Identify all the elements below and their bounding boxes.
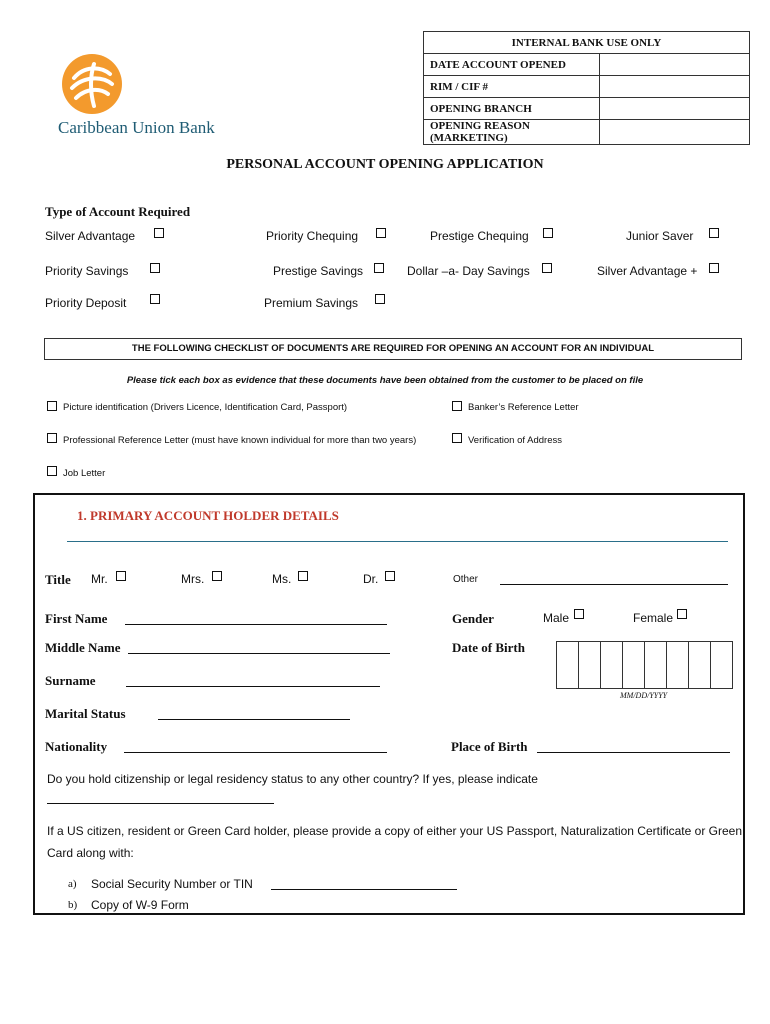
marital-status-label: Marital Status <box>45 706 126 721</box>
title-ms-label: Ms. <box>272 572 292 586</box>
priority-savings-checkbox[interactable] <box>150 263 160 273</box>
gender-label: Gender <box>452 611 494 626</box>
option-prestige-chequing: Prestige Chequing <box>430 229 529 243</box>
gender-male-label: Male <box>543 611 570 625</box>
option-silver-advantage: Silver Advantage <box>45 229 136 243</box>
picture-id-checkbox[interactable] <box>47 401 57 411</box>
picture-id-label: Picture identification (Drivers Licence, Identification Card, Passport) <box>63 402 348 413</box>
rim-cif-field[interactable] <box>600 76 750 98</box>
middle-name-label: Middle Name <box>45 640 121 655</box>
option-priority-chequing: Priority Chequing <box>266 229 359 243</box>
nationality-field[interactable] <box>124 752 387 753</box>
form-title: PERSONAL ACCOUNT OPENING APPLICATION <box>226 157 544 172</box>
title-mrs-checkbox[interactable] <box>212 571 222 581</box>
dob-format-hint: MM/DD/YYYY <box>620 691 668 700</box>
gender-male-checkbox[interactable] <box>574 609 584 619</box>
dob-cell[interactable] <box>688 641 711 689</box>
prestige-savings-checkbox[interactable] <box>374 263 384 273</box>
title-mr-label: Mr. <box>91 572 108 586</box>
date-of-birth-grid[interactable] <box>556 641 732 689</box>
title-label: Title <box>45 572 71 587</box>
first-name-field[interactable] <box>125 624 387 625</box>
bank-logo <box>58 52 218 142</box>
verification-of-address-checkbox[interactable] <box>452 433 462 443</box>
priority-deposit-checkbox[interactable] <box>150 294 160 304</box>
us-citizen-note: If a US citizen, resident or Green Card holder, please provide a copy of either your US Passport, Naturalization Certificate or Green Card along with: <box>47 824 743 860</box>
dob-cell[interactable] <box>578 641 601 689</box>
dob-cell[interactable] <box>666 641 689 689</box>
professional-reference-checkbox[interactable] <box>47 433 57 443</box>
job-letter-checkbox[interactable] <box>47 466 57 476</box>
opening-reason-field[interactable] <box>600 120 750 145</box>
title-other-label: Other <box>453 574 479 585</box>
bankers-reference-label: Banker’s Reference Letter <box>468 402 579 413</box>
rim-cif-label: RIM / CIF # <box>424 76 600 98</box>
ssn-tin-label: Social Security Number or TIN <box>91 877 253 891</box>
option-priority-deposit: Priority Deposit <box>45 296 127 310</box>
title-mr-checkbox[interactable] <box>116 571 126 581</box>
section-divider <box>67 541 728 542</box>
surname-field[interactable] <box>126 686 380 687</box>
dob-cell[interactable] <box>710 641 733 689</box>
internal-bank-use-table <box>423 31 750 145</box>
logo-emblem-icon <box>60 52 124 116</box>
opening-branch-field[interactable] <box>600 98 750 120</box>
professional-reference-label: Professional Reference Letter (must have known individual for more than two years) <box>63 435 417 446</box>
nationality-label: Nationality <box>45 739 108 754</box>
place-of-birth-field[interactable] <box>537 752 730 753</box>
logo-text: Caribbean Union Bank <box>58 118 215 137</box>
title-ms-checkbox[interactable] <box>298 571 308 581</box>
date-of-birth-label: Date of Birth <box>452 640 525 655</box>
option-silver-advantage-plus: Silver Advantage + <box>597 264 698 278</box>
ssn-tin-field[interactable] <box>271 889 457 890</box>
dob-cell[interactable] <box>622 641 645 689</box>
primary-section-heading: 1. PRIMARY ACCOUNT HOLDER DETAILS <box>77 508 339 523</box>
dob-cell[interactable] <box>644 641 667 689</box>
citizenship-question: Do you hold citizenship or legal residency status to any other country? If yes, please indicate <box>47 772 538 786</box>
first-name-label: First Name <box>45 611 108 626</box>
list-marker-a: a) <box>68 878 77 890</box>
option-dollar-a-day-savings: Dollar –a- Day Savings <box>407 264 530 278</box>
list-marker-b: b) <box>68 899 78 911</box>
silver-advantage-checkbox[interactable] <box>154 228 164 238</box>
job-letter-label: Job Letter <box>63 468 106 479</box>
silver-advantage-plus-checkbox[interactable] <box>709 263 719 273</box>
title-dr-checkbox[interactable] <box>385 571 395 581</box>
marital-status-field[interactable] <box>158 719 350 720</box>
gender-female-checkbox[interactable] <box>677 609 687 619</box>
opening-branch-label: OPENING BRANCH <box>424 98 600 120</box>
opening-reason-label: OPENING REASON (MARKETING) <box>424 120 600 145</box>
date-account-opened-label: DATE ACCOUNT OPENED <box>424 54 600 76</box>
prestige-chequing-checkbox[interactable] <box>543 228 553 238</box>
dob-cell[interactable] <box>600 641 623 689</box>
surname-label: Surname <box>45 673 96 688</box>
dollar-a-day-savings-checkbox[interactable] <box>542 263 552 273</box>
option-junior-saver: Junior Saver <box>626 229 694 243</box>
dob-cell[interactable] <box>556 641 579 689</box>
gender-female-label: Female <box>633 611 674 625</box>
place-of-birth-label: Place of Birth <box>451 739 528 754</box>
citizenship-country-field[interactable] <box>47 803 274 804</box>
verification-of-address-label: Verification of Address <box>468 435 562 446</box>
checklist-instruction: Please tick each box as evidence that these documents have been obtained from the customer to be placed on file <box>126 375 644 386</box>
w9-form-label: Copy of W-9 Form <box>91 898 189 912</box>
title-mrs-label: Mrs. <box>181 572 205 586</box>
option-premium-savings: Premium Savings <box>264 296 359 310</box>
bankers-reference-checkbox[interactable] <box>452 401 462 411</box>
checklist-banner: THE FOLLOWING CHECKLIST OF DOCUMENTS ARE REQUIRED FOR OPENING AN ACCOUNT FOR AN INDIVIDUAL <box>44 338 742 360</box>
middle-name-field[interactable] <box>128 653 390 654</box>
option-prestige-savings: Prestige Savings <box>273 264 364 278</box>
junior-saver-checkbox[interactable] <box>709 228 719 238</box>
title-dr-label: Dr. <box>363 572 379 586</box>
priority-chequing-checkbox[interactable] <box>376 228 386 238</box>
bank-use-header: INTERNAL BANK USE ONLY <box>424 32 750 54</box>
title-other-field[interactable] <box>500 584 728 585</box>
option-priority-savings: Priority Savings <box>45 264 129 278</box>
date-account-opened-field[interactable] <box>600 54 750 76</box>
account-type-heading: Type of Account Required <box>45 204 191 219</box>
premium-savings-checkbox[interactable] <box>375 294 385 304</box>
